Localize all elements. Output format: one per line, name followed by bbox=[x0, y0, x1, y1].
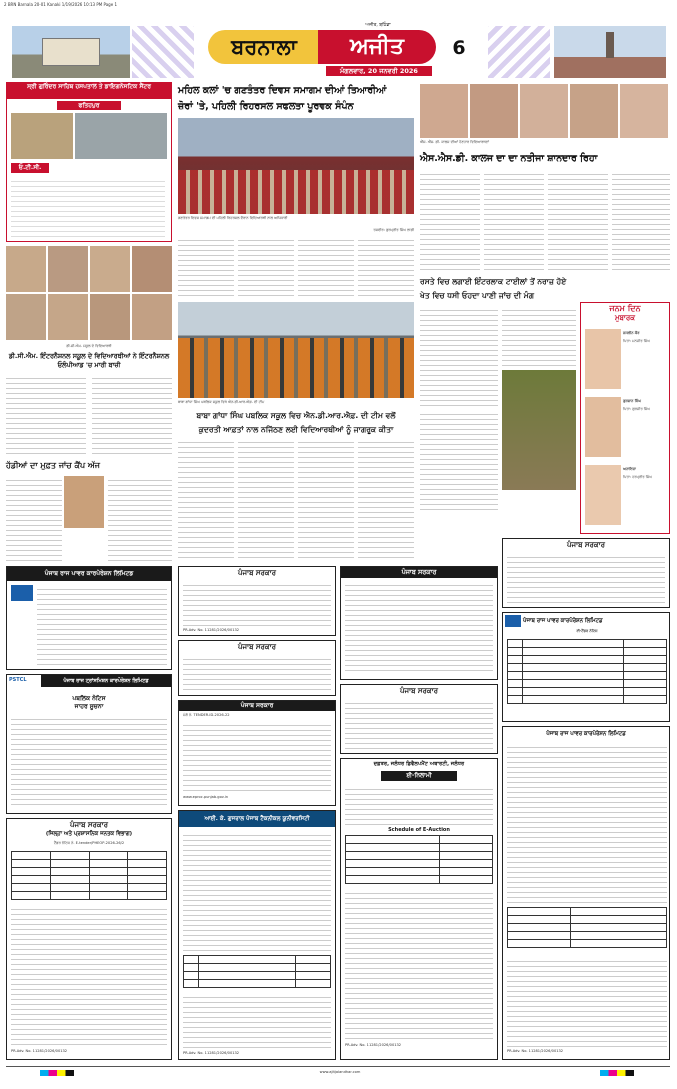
students-row bbox=[178, 170, 414, 214]
ad-3-text bbox=[183, 655, 331, 693]
graduates-photo-row bbox=[420, 84, 670, 138]
school-story-col-1 bbox=[6, 374, 86, 458]
lead-col-1 bbox=[178, 236, 234, 300]
graduate-photo bbox=[420, 84, 468, 138]
hospital-ad bbox=[6, 82, 172, 242]
pspcl-2-notice: ਈ-ਟੈਂਡਰ ਨੋਟਿਸ bbox=[576, 629, 598, 633]
student-photo bbox=[90, 246, 130, 292]
hospital-photo-2 bbox=[75, 113, 167, 159]
birthday-name-2: ਗੁਰਸ਼ਾਨ ਸਿੰਘ bbox=[623, 399, 641, 403]
pstcl-text bbox=[11, 715, 167, 809]
ad-3-title: ਪੰਜਾਬ ਸਰਕਾਰ bbox=[237, 643, 276, 651]
color-registration-bar bbox=[600, 1070, 634, 1076]
pstcl-notice-title: ਪਬਲਿਕ ਨੋਟਿਸ bbox=[72, 695, 106, 702]
lead-col-4 bbox=[358, 236, 414, 300]
city-name: ਬਰਨਾਲਾ bbox=[231, 35, 297, 59]
result-col-3 bbox=[548, 170, 608, 270]
e-auction-pr: PR-Adv. No. 11281/2026/00132 bbox=[345, 1043, 402, 1047]
bone-story-col-1 bbox=[6, 476, 62, 564]
student-photo bbox=[6, 246, 46, 292]
punjab-sarkar-title: ਪੰਜਾਬ ਸਰਕਾਰ bbox=[69, 821, 108, 829]
rehearsal-photo bbox=[178, 118, 414, 214]
monument-photo bbox=[554, 26, 666, 78]
doctor-photo bbox=[64, 476, 104, 528]
rehearsal-caption: ਗਣਤੰਤਰ ਦਿਵਸ ਸਮਾਗਮ ਦੀ ਪਹਿਲੀ ਰਿਹਰਸਲ ਦੌਰਾਨ ਵਿਦਿਆਰਥੀ ਨਾਲ ਅਧਿਕਾਰੀ bbox=[178, 216, 288, 220]
hospital-ad-title: ਸ੍ਰੀ ਗੁਰਿੰਦਰ ਸਾਹਿਬ ਹਸਪਤਾਲ ਤੇ ਡਾਇਗਨੋਸਟਿਕ ਸੈਂਟਰ bbox=[7, 83, 171, 99]
e-auction-table bbox=[345, 835, 493, 884]
lead-col-3 bbox=[298, 236, 354, 300]
ad-5-title: ਪੰਜਾਬ ਸਰਕਾਰ bbox=[341, 567, 497, 578]
ad-4-text bbox=[183, 721, 331, 791]
gate-building bbox=[42, 38, 100, 66]
field-col-2 bbox=[502, 306, 576, 366]
graduate-photo bbox=[620, 84, 668, 138]
punjab-sarkar-ad-3 bbox=[178, 640, 336, 696]
e-auction-text bbox=[345, 785, 493, 825]
birthday-box bbox=[580, 302, 670, 534]
pstcl-title: ਪੰਜਾਬ ਰਾਜ ਟ੍ਰਾਂਸਮਿਸ਼ਨ ਕਾਰਪੋਰੇਸ਼ਨ ਲਿਮਿਟਡ bbox=[41, 675, 171, 687]
footer-rule bbox=[6, 1066, 670, 1067]
student-photo bbox=[48, 246, 88, 292]
ndrf-caption: ਬਾਬਾ ਗਾਂਧਾ ਸਿੰਘ ਪਬਲਿਕ ਸਕੂਲ ਵਿਖੇ ਐਨ.ਡੀ.ਆਰ.ਐਫ਼. ਦੀ ਟੀਮ bbox=[178, 400, 265, 404]
student-photo bbox=[90, 294, 130, 340]
graduate-photo bbox=[570, 84, 618, 138]
page-number: 6 bbox=[452, 37, 466, 59]
ad-6-title: ਪੰਜਾਬ ਸਰਕਾਰ bbox=[399, 687, 438, 695]
ad-2-pr: PR-Adv. No. 11281/2026/00132 bbox=[183, 628, 240, 632]
ndrf-headline-2: ਕੁਦਰਤੀ ਆਫ਼ਤਾਂ ਨਾਲ ਨਜਿੱਠਣ ਲਈ ਵਿਦਿਆਰਥੀਆਂ ਨੂੰ ਜਾਗਰੂਕ ਕੀਤਾ bbox=[198, 425, 394, 434]
birthday-photo-1 bbox=[585, 329, 621, 389]
birthday-name-1: ਜਸਲੀਨ ਕੌਰ bbox=[623, 331, 640, 335]
ndrf-col-2 bbox=[238, 438, 294, 562]
ad-2-title: ਪੰਜਾਬ ਸਰਕਾਰ bbox=[237, 569, 276, 577]
birthday-header bbox=[581, 303, 669, 325]
lead-headline-2: ਜ਼ੋਰਾਂ 'ਤੇ, ਪਹਿਲੀ ਰਿਹਰਸਲ ਸਫਲਤਾ ਪੂਰਵਕ ਸੰਪੰਨ bbox=[178, 101, 354, 112]
e-auction-title: ਈ-ਨਿਲਾਮੀ bbox=[381, 771, 457, 781]
field-headline-2: ਖੇਤ ਵਿਚ ਧਸੀ ਓਹਦਾ ਪਾਣੀ ਜਾਂਚ ਦੀ ਮੰਗ bbox=[420, 291, 535, 300]
pspcl-3-text bbox=[507, 743, 667, 903]
field-headline-1: ਰਸਤੇ ਵਿਚ ਲਗਾਈ ਇੰਟਰਲਾਕ ਟਾਈਲਾਂ ਤੋਂ ਨਰਾਜ਼ ਹੋਏ bbox=[420, 277, 567, 286]
pstcl-ad bbox=[6, 674, 172, 814]
pspcl-ad-1-title: ਪੰਜਾਬ ਰਾਜ ਪਾਵਰ ਕਾਰਪੋਰੇਸ਼ਨ ਲਿਮਿਟਡ bbox=[7, 567, 171, 581]
punjab-sarkar-ad-5 bbox=[340, 566, 498, 680]
birthday-name-3: ਅਨਾਇਸ਼ਾ bbox=[623, 467, 636, 471]
e-auction-schedule: Schedule of E-Auction bbox=[388, 827, 450, 833]
monument-tower bbox=[606, 32, 614, 58]
pspcl-3-table bbox=[507, 907, 667, 948]
punjab-sarkar-sub: (ਜਿਲ੍ਹਾ ਅਤੇ ਪ੍ਰਸ਼ਾਸਨਿਕ ਜਨਤਕ ਵਿਭਾਗ) bbox=[45, 831, 133, 837]
gate-photo bbox=[12, 26, 130, 78]
student-photo bbox=[6, 294, 46, 340]
ndrf-headline-1: ਬਾਬਾ ਗਾਂਧਾ ਸਿੰਘ ਪਬਲਿਕ ਸਕੂਲ ਵਿਚ ਐਨ.ਡੀ.ਆਰ.ਐਫ਼. ਦੀ ਟੀਮ ਵਲੋਂ bbox=[196, 411, 396, 420]
result-col-1 bbox=[420, 170, 480, 270]
hospital-photo-1 bbox=[11, 113, 73, 159]
school-photo-caption: ਡੀ.ਸੀ.ਐਮ. ਸਕੂਲ ਦੇ ਵਿਦਿਆਰਥੀ bbox=[66, 344, 112, 348]
bone-camp-headline: ਹੱਡੀਆਂ ਦਾ ਮੁਫ਼ਤ ਜਾਂਚ ਕੈਂਪ ਅੱਜ bbox=[6, 461, 100, 470]
pspcl-ad-1-text bbox=[37, 585, 167, 667]
graduate-photo bbox=[520, 84, 568, 138]
pspcl-ad-3 bbox=[502, 726, 670, 1060]
punjab-sarkar-text bbox=[11, 905, 167, 1045]
pstcl-notice-sub: ਜਾਹਰ ਸੂਚਨਾ bbox=[74, 703, 104, 710]
hospital-ad-subtitle: ਫਤਿਹਪੁਰ bbox=[57, 101, 121, 110]
ndrf-col-3 bbox=[298, 438, 354, 562]
pspcl-2-logo-icon bbox=[505, 615, 521, 627]
punjab-sarkar-ref: ਟੈਂਡਰ ਨੋਟਿਸ ਨੰ. E-tender/PHEOP-2026-26/2 bbox=[53, 841, 125, 845]
student-photo bbox=[132, 246, 172, 292]
field-col-1 bbox=[420, 306, 498, 406]
birthday-photo-2 bbox=[585, 397, 621, 457]
masthead bbox=[6, 22, 670, 82]
ptu-pr: PR-Adv. No. 11281/2026/00132 bbox=[183, 1051, 240, 1055]
birthday-detail-1: ਪਿਤਾ: ਮਨਜੀਤ ਸਿੰਘ bbox=[623, 339, 650, 343]
ad-7-text bbox=[507, 553, 665, 603]
ndrf-col-4 bbox=[358, 438, 414, 562]
pstcl-short: PSTCL bbox=[9, 677, 27, 683]
pspcl-2-title: ਪੰਜਾਬ ਰਾਜ ਪਾਵਰ ਕਾਰਪੋਰੇਸ਼ਨ ਲਿਮਿਟਡ bbox=[523, 618, 603, 624]
ptu-text-2 bbox=[183, 993, 331, 1049]
birthday-photo-3 bbox=[585, 465, 621, 525]
footer-website: www.ajitjalandhar.com bbox=[319, 1070, 361, 1074]
tender-table bbox=[11, 851, 167, 900]
pspcl-3-text-2 bbox=[507, 957, 667, 1047]
pattern-right bbox=[488, 26, 550, 78]
lead-col-2 bbox=[238, 236, 294, 300]
brand-small: ਅਜੀਤ, ਬਠਿੰਡਾ bbox=[365, 23, 391, 28]
result-col-4 bbox=[612, 170, 670, 270]
punjab-sarkar-ad-7 bbox=[502, 538, 670, 608]
punjab-sarkar-ad-6 bbox=[340, 684, 498, 754]
birthday-title: ਜਨਮ ਦਿਨ bbox=[609, 304, 641, 313]
pspcl-3-title: ਪੰਜਾਬ ਰਾਜ ਪਾਵਰ ਕਾਰਪੋਰੇਸ਼ਨ ਲਿਮਿਟਡ bbox=[546, 731, 626, 737]
ptu-table bbox=[183, 955, 331, 988]
ad-5-text bbox=[345, 581, 493, 671]
hospital-ad-text bbox=[11, 177, 165, 237]
issue-date: ਮੰਗਲਵਾਰ, 20 ਜਨਵਰੀ 2026 bbox=[326, 66, 432, 76]
result-headline: ਐਸ.ਐਸ.ਡੀ. ਕਾਲਜ ਦਾ ਦਾ ਨਤੀਜਾ ਸ਼ਾਨਦਾਰ ਰਿਹਾ bbox=[420, 153, 598, 164]
student-photo bbox=[132, 294, 172, 340]
pspcl-logo-icon bbox=[11, 585, 33, 601]
result-caption: ਐੱਸ. ਐੱਸ. ਡੀ. ਕਾਲਜ ਦੀਆਂ ਹੋਣਹਾਰ ਵਿਦਿਆਰਥਣਾਂ bbox=[420, 140, 490, 144]
pspcl-3-pr: PR-Adv. No. 11281/2026/00132 bbox=[507, 1049, 564, 1053]
school-headline-2: ਓਲੰਪੀਆਡ 'ਚ ਮਾਰੀ ਬਾਜ਼ੀ bbox=[57, 361, 121, 369]
student-photo-grid bbox=[6, 246, 172, 342]
lead-headline-1: ਮਹਿਲ ਕਲਾਂ 'ਚ ਗਣਤੰਤਰ ਦਿਵਸ ਸਮਾਗਮ ਦੀਆਂ ਤਿਆਰੀਆਂ bbox=[178, 85, 387, 96]
result-col-2 bbox=[484, 170, 544, 270]
birthday-subtitle: ਮੁਬਾਰਕ bbox=[614, 314, 636, 322]
punjab-sarkar-ad-2 bbox=[178, 566, 336, 636]
bone-story-col-2 bbox=[108, 476, 172, 564]
color-registration-bar bbox=[40, 1070, 74, 1076]
print-slug: 2 BRN Barnala 20-01 Kanaki 1/19/2026 10:13 PM Page 1 bbox=[4, 2, 117, 7]
e-auction-ad bbox=[340, 758, 498, 1060]
ndrf-col-1 bbox=[178, 438, 234, 562]
punjab-sarkar-pr: PR-Adv. No. 11281/2026/00132 bbox=[11, 1049, 68, 1053]
student-photo bbox=[48, 294, 88, 340]
ptu-text bbox=[183, 831, 331, 951]
ptu-title: ਆਈ. ਕੇ. ਗੁਜਰਾਲ ਪੰਜਾਬ ਟੈਕਨੀਕਲ ਯੂਨੀਵਰਸਿਟੀ bbox=[179, 811, 335, 827]
ad-4-ref: ਮੰਗੋ ਨੰ. TENDER-ID-2026-22 bbox=[183, 713, 230, 717]
ptu-ad bbox=[178, 810, 336, 1060]
field-photo bbox=[502, 370, 576, 490]
pspcl-ad-1 bbox=[6, 566, 172, 670]
e-auction-office: ਦਫ਼ਤਰ, ਜਲੰਧਰ ਡਿਵੈਲਪਮੈਂਟ ਅਥਾਰਟੀ, ਜਲੰਧਰ bbox=[373, 761, 465, 767]
birthday-detail-2: ਪਿਤਾ: ਗੁਰਜੀਤ ਸਿੰਘ bbox=[623, 407, 650, 411]
punjab-sarkar-ad-4 bbox=[178, 700, 336, 806]
birthday-detail-3: ਪਿਤਾ: ਹਰਪ੍ਰੀਤ ਸਿੰਘ bbox=[623, 475, 652, 479]
ndrf-photo bbox=[178, 302, 414, 398]
ad-4-title: ਪੰਜਾਬ ਸਰਕਾਰ bbox=[179, 701, 335, 711]
e-auction-text-2 bbox=[345, 889, 493, 1039]
ad-2-text bbox=[183, 581, 331, 627]
hospital-ad-label: ਓ.ਟੀ.ਸੀ. bbox=[11, 163, 49, 173]
punjab-sarkar-ad-left bbox=[6, 818, 172, 1060]
school-story-col-2 bbox=[92, 374, 172, 458]
ad-6-text bbox=[345, 699, 493, 749]
pattern-left bbox=[132, 26, 194, 78]
ndrf-team bbox=[178, 338, 414, 398]
ad-7-title: ਪੰਜਾਬ ਸਰਕਾਰ bbox=[566, 541, 605, 549]
rehearsal-credit: ਤਸਵੀਰ: ਗੁਰਪ੍ਰੀਤ ਸਿੰਘ ਲਾਡੀ bbox=[373, 228, 414, 232]
brand-name: ਅਜੀਤ bbox=[350, 34, 404, 59]
ad-4-website: www.eproc.punjab.gov.in bbox=[183, 795, 229, 799]
school-headline-1: ਡੀ.ਸੀ.ਐਮ. ਇੰਟਰਨੈਸ਼ਨਲ ਸਕੂਲ ਦੇ ਵਿਦਿਆਰਥੀਆਂ ਨੇ ਇੰਟਰਨੈਸ਼ਨਲ bbox=[8, 352, 170, 360]
pspcl-ad-2 bbox=[502, 612, 670, 722]
graduate-photo bbox=[470, 84, 518, 138]
pspcl-2-table bbox=[507, 639, 667, 704]
field-col-3 bbox=[420, 410, 498, 514]
title-block bbox=[196, 22, 486, 80]
